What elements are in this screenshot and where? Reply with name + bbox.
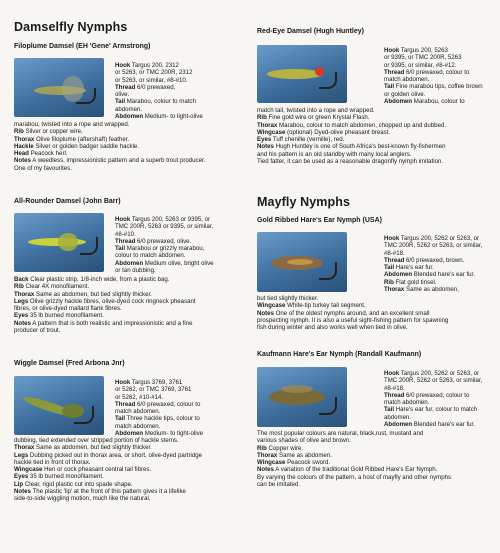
specs-side	[384, 370, 489, 428]
spec-line: Abdomen Medium olive, bright olive	[115, 259, 214, 267]
entry-title: Red-Eye Damsel (Hugh Huntley)	[257, 28, 364, 35]
spec-line: TMC 200R, 5263 or 9395, or similar,	[115, 223, 214, 231]
spec-line: Rib Fine gold wire or green Krystal Flash.	[257, 114, 370, 122]
spec-line: Notes A variation of the traditional Gold Ribbed Hare's Ear Nymph.	[257, 466, 438, 474]
entry-title: Gold Ribbed Hare's Ear Nymph (USA)	[257, 217, 382, 224]
spec-line: match abdomen.	[115, 422, 161, 430]
specs-side	[115, 216, 241, 274]
specs-full	[14, 121, 241, 172]
spec-line: or golden olive.	[384, 90, 426, 98]
spec-line: or tan dubbing.	[115, 267, 156, 275]
spec-line: Tail Hare's ear fur, colour to match	[384, 406, 478, 414]
spec-line: Thorax Same as abdomen.	[257, 451, 332, 459]
section-title-mayfly: Mayfly Nymphs	[257, 195, 350, 209]
spec-line: Hackle Silver or golden badger saddle hackle.	[14, 142, 140, 150]
spec-line: Thorax Olive filoplume (aftershaft) feather.	[14, 135, 130, 143]
spec-line: Abdomen Blended hare's ear fur.	[384, 271, 475, 279]
spec-line: Tail Fine marabou tips, coffee brown	[384, 83, 483, 91]
spec-line: Abdomen Blended hare's ear fur.	[384, 421, 475, 429]
spec-line: Rib Copper wire.	[257, 444, 304, 452]
spec-line: Thread 6/0 prewaxed, colour to	[384, 68, 470, 76]
spec-line: Hook Targus 200, 5263 or 9395, or	[115, 216, 211, 223]
section-title-damselfly: Damselfly Nymphs	[14, 20, 128, 34]
fly-photo	[14, 58, 104, 117]
spec-line: Rib Silver or copper wire.	[14, 128, 83, 136]
spec-line: TMC 200R, 5262 or 5263, or similar,	[384, 377, 483, 385]
spec-line: Notes Hugh Huntley is one of South Africa's best-known fly-fishermen	[257, 143, 446, 151]
spec-line: #8-#18.	[384, 249, 405, 257]
spec-line: Eyes 35 lb burned monofilament.	[14, 312, 104, 320]
spec-line: Thread 6/0 prewaxed, brown.	[384, 256, 465, 264]
spec-line: Thorax Same as abdomen, but tied slightly thicker.	[14, 290, 152, 298]
spec-line: or 9395, or TMC 200R, 5263	[384, 54, 462, 62]
spec-line: Legs Olive grizzly hackle fibres, olive-dyed cock ringneck pheasant	[14, 297, 196, 305]
specs-full	[257, 295, 489, 331]
spec-line: Hook Targus 200, 5262 or 5263, or	[384, 370, 480, 377]
fly-photo	[257, 45, 347, 103]
spec-line: or 5263, or similar, #8-#10.	[115, 76, 188, 84]
spec-line: various shades of olive and brown.	[257, 437, 351, 445]
spec-line: Hook Targus 200, 5262 or 5263, or	[384, 235, 480, 242]
spec-line: Thorax Same as abdomen,	[384, 286, 459, 294]
spec-line: Wingcase White-tip turkey tail segment.	[257, 302, 366, 310]
spec-line: Notes The plastic 'lip' at the front of this pattern gives it a lifelike	[14, 488, 186, 496]
spec-line: can be imitated.	[257, 481, 301, 489]
specs-side	[115, 379, 241, 437]
spec-line: One of my favourites.	[14, 164, 72, 172]
spec-line: fibres, or olive-dyed mallard flank fibres.	[14, 305, 122, 313]
spec-line: #8-#18.	[384, 384, 405, 392]
spec-line: and his pattern is an old standby with many local anglers.	[257, 150, 412, 158]
specs-side	[115, 62, 241, 120]
spec-line: Head Peacock herl.	[14, 150, 68, 158]
spec-line: colour to match abdomen.	[115, 252, 186, 260]
spec-line: Hook Targus 200, 2312	[115, 62, 179, 69]
fly-photo	[14, 213, 104, 272]
spec-line: Abdomen Medium- to light-olive	[115, 113, 203, 121]
spec-line: Thread 6/0 prewaxed, colour to	[384, 391, 470, 399]
spec-line: Thorax Marabou, colour to match abdomen, chopped up and dubbed.	[257, 121, 447, 129]
spec-line: Notes One of the oldest nymphs around, and an excellent small	[257, 309, 430, 317]
spec-line: Rib Clear 4X monofilament.	[14, 283, 90, 291]
fly-photo	[14, 376, 104, 435]
spec-line: fish during winter and also works well when tied in olive.	[257, 324, 408, 332]
spec-line: or 5262, or TMC 3769, 3761	[115, 386, 192, 394]
spec-line: Tail Marabou or grizzly marabou,	[115, 245, 205, 253]
spec-line: abdomen.	[115, 105, 143, 113]
spec-line: prospecting nymph. It is also a useful sight-fishing pattern for spawning	[257, 316, 449, 324]
specs-full	[14, 437, 241, 503]
spec-line: dubbing, tied extended over stripped portion of hackle stems.	[14, 437, 179, 444]
spec-line: abdomen.	[384, 413, 412, 421]
specs-side	[384, 235, 489, 293]
spec-line: Wingcase (optional) Dyed-olive pheasant breast.	[257, 128, 391, 136]
fly-photo	[257, 232, 347, 292]
spec-line: Legs Dubbing picked out in thorax area, or short, olive-dyed partridge	[14, 451, 203, 459]
spec-line: Tail Three hackle tips, colour to	[115, 415, 200, 423]
spec-line: Back Clear plastic strip, 1/8-inch wide, from a plastic bag.	[14, 276, 170, 283]
spec-line: TMC 200R, 5262 or 5263, or similar,	[384, 242, 483, 250]
spec-line: Thorax Same as abdomen, but tied slightly thicker.	[14, 444, 152, 452]
spec-line: match abdomen.	[384, 76, 430, 84]
specs-full	[257, 107, 489, 165]
spec-line: Notes A pattern that is both realistic and impressionistic and a fine	[14, 319, 193, 327]
spec-line: or 5263, or TMC 200R, 2312	[115, 69, 193, 77]
spec-line: #8-#10.	[115, 230, 136, 238]
spec-line: Rib Flat gold tinsel.	[384, 278, 437, 286]
spec-line: match abdomen.	[115, 408, 161, 416]
spec-line: or 9395, or similar, #8-#12.	[384, 61, 457, 69]
spec-line: Abdomen Medium- to tight-olive	[115, 430, 204, 438]
fly-photo	[257, 367, 347, 427]
specs-full	[257, 430, 489, 488]
spec-line: Eyes 35 lb burned monofilament.	[14, 473, 104, 481]
spec-line: or 5262, #10-#14.	[115, 393, 164, 401]
spec-line: Thread 6/0 prewaxed,	[115, 83, 176, 91]
spec-line: Wingcase Peacock sword.	[257, 459, 331, 467]
entry-title: All-Rounder Damsel (John Barr)	[14, 198, 121, 205]
spec-line: producer of trout.	[14, 327, 61, 335]
spec-line: Tied fatter, it can be used as a reasonable dragonfly nymph imitation.	[257, 158, 444, 166]
spec-line: hackle tied in front of thorax.	[14, 458, 91, 466]
spec-line: Abdomen Marabou, colour to	[384, 98, 465, 106]
spec-line: but tied slightly thicker.	[257, 295, 319, 302]
spec-line: Eyes Tuff chenille (vernille), red.	[257, 136, 345, 144]
spec-line: Hook Targus 200, 5263	[384, 47, 448, 54]
spec-line: olive.	[115, 91, 130, 99]
spec-line: match abdomen.	[384, 399, 430, 407]
entry-title: Kaufmann Hare's Ear Nymph (Randall Kaufmann)	[257, 351, 422, 358]
spec-line: match tail, twisted into a rope and wrapped.	[257, 107, 375, 114]
specs-side	[384, 47, 489, 105]
spec-line: Hook Targus 3769, 3761	[115, 379, 183, 386]
spec-line: Tail Marabou, colour to match	[115, 98, 196, 106]
spec-line: The most popular colours are natural, black,rust, mustard and	[257, 430, 424, 437]
spec-line: marabou, twisted into a rope and wrapped.	[14, 121, 130, 128]
spec-line: Lip Clear, rigid plastic cut into spade shape.	[14, 480, 133, 488]
spec-line: side-to-side wiggling motion, much like the natural.	[14, 495, 151, 503]
spec-line: Notes A weedless, impressionistic pattern and a superb trout producer.	[14, 157, 206, 165]
spec-line: By varying the colours of the pattern, a host of mayfly and other nymphs	[257, 473, 452, 481]
entry-title: Wiggle Damsel (Fred Arbona Jnr)	[14, 360, 125, 367]
spec-line: Thread 6/0 prewaxed, olive.	[115, 237, 192, 245]
entry-title: Filoplume Damsel (EH 'Gene' Armstrong)	[14, 43, 151, 50]
specs-full	[14, 276, 241, 334]
spec-line: Wingcase Hen or cock pheasant central tail fibres.	[14, 466, 152, 474]
spec-line: Thread 6/0 prewaxed, colour to	[115, 400, 201, 408]
spec-line: Tail Hare's ear fur.	[384, 264, 434, 272]
